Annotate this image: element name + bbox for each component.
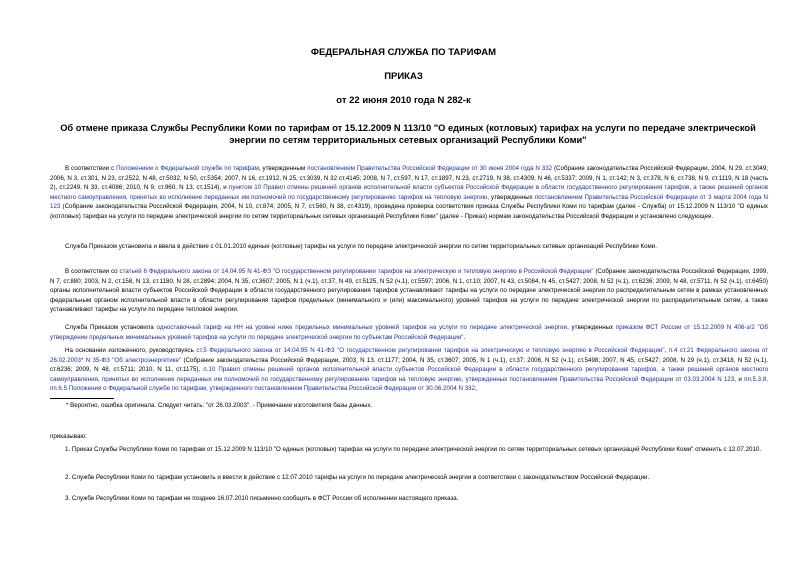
order-item-2: 2. Службе Республики Коми по тарифам установить и ввести в действие с 12.07.2010 тарифы на услуги по передаче электрической энергии в соответствии с законодательством Российской Федерации. — [65, 474, 650, 481]
paragraph-1: В соответствии с Положением о Федеральной службе по тарифам, утвержденным постановлением Правительства Российской Федерации от 30 июня 2004 года N 332 (Собрание законодательства Российской Федерации, 2004, N 29, ст.3049; 2006, N 3, ст.301, N 23, ст.2522, N 48, ст.5032, N 50, ст.5354; 2007, N 16, ст.1912, N 25, ст.3039, N 32 ст.4145; 2008, N 7, ст.597, N 17, ст.1897, N 23, ст.2719, N 38, ст.4309, N 46, ст.5337; 2009, N 1, ст.142; N 3, ст.378, N 6, ст.738, N 9, ст.1119, N 18 (часть 2), ст.2249, N 33, ст.4086; 2010, N 9, ст.960, N 13, ст.1514), и пунктом 10 Правил отмены решений органов исполнительной власти субъектов Российской Федерации в области государственного регулирования тарифов, а также решений органов местного самоуправления, принятых во исполнение переданных им полномочий по государственному регулированию тарифов на тепловую энергию, утвержденных постановлением Правительства Российской Федерации от 3 марта 2004 года N 123 (Собрание законодательства Российской Федерации, 2004, N 10, ст.874; 2005, N 7, ст.560, N 38, ст.4319), проведена проверка соответствия приказа Службы Республики Коми по тарифам (далее - Служба) от 15.12.2009 N 113/10 "О единых (котловых) тарифах на услуги по передаче электрической энергии по сетям территориальных сетевых организаций Республики Коми" (далее - Приказ) нормам законодательства Российской Федерации и установлено следующее. — [50, 165, 769, 220]
doc-type-heading: ПРИКАЗ — [384, 71, 423, 82]
paragraph-4: Служба Приказом установила одноставочный тариф на НН на уровне ниже предельных минимальных уровней тарифов на услуги по передаче электрической энергии, утвержденных приказом ФСТ России от 15.12.2009 N 406-э/2 "Об утверждении предельных минимальных уровней тарифов на услуги по передаче электрической энергии по субъектам Российской Федерации". — [50, 324, 769, 341]
link-government-decree-332[interactable]: постановлением Правительства Российской Федерации от 30 июня 2004 года N 332 — [307, 165, 553, 172]
agency-heading: ФЕДЕРАЛЬНАЯ СЛУЖБА ПО ТАРИФАМ — [310, 47, 497, 58]
footnote: * Вероятно, ошибка оригинала. Следует читать: "от 26.03.2003". - Примечание изготовителя базы данных. — [66, 402, 373, 409]
paragraph-5: На основании изложенного, руководствуясь ст.5 Федерального закона от 14.04.95 N 41-ФЗ "О государственном регулировании тарифов на электрическую и тепловую энергию в Российской Федерации", п.4 ст.21 Федерального закона от 26.02.2003* N 35-ФЗ "Об электроэнергетике" (Собрание законодательства Российской Федерации, 2003, N 13, ст.1177; 2004, N 35, ст.3607; 2005, N 1 (ч.1), ст.37; 2006, N 52 (ч.1), ст.5498; 2007, N 45, ст.5427; 2008, N 29 (ч.1), ст.3418, N 52 (ч.1), ст.6236; 2009, N 48, ст.5711; 2010, N 11, ст.1175), п.10 Правил отмены решений органов исполнительной власти субъектов Российской Федерации в области государственного регулирования тарифов, а также решений органов местного самоуправления, принятых во исполнение переданных им полномочий по государственному регулированию тарифов на тепловую энергию, утвержденных постановлением Правительства Российской Федерации от 03.03.2004 N 123, и пп.5.3.8, пп.6.5 Положения о Федеральной службе по тарифам, утвержденного постановлением Правительства Российской Федерации от 30.06.2004 N 332, — [50, 347, 769, 393]
link-single-rate-tariff[interactable]: одноставочный тариф на НН на уровне ниже предельных минимальных уровней тарифов на услуги по передаче электрической энергии — [156, 324, 568, 331]
link-federal-law-41fz-art5[interactable]: ст.5 Федерального закона от 14.04.95 N 41-ФЗ "О государственном регулировании тарифов на электрическую и тепловую энергию в Российской Федерации" — [196, 347, 665, 354]
order-word: приказываю: — [50, 433, 87, 440]
order-item-1: 1. Приказ Службы Республики Коми по тарифам от 15.12.2009 N 113/10 "О единых (котловых) тарифах на услуги по передаче электрической энергии по сетям территориальных сетевых организаций Республики Коми" отменить с 12.07.2010. — [65, 446, 762, 453]
link-government-decree-123[interactable]: постановлением Правительства Российской Федерации от 3 марта 2004 года N 123 — [50, 193, 768, 211]
link-federal-law-41fz-art6[interactable]: статьей 6 Федерального закона от 14.04.95 N 41-ФЗ "О государственном регулировании тарифов на электрическую и тепловую энергию в Российской Федерации" — [119, 268, 594, 275]
date-line: от 22 июня 2010 года N 282-к — [336, 95, 471, 106]
link-fst-regulation-points[interactable]: пп.5.3.8, пп.6.5 Положения о Федеральной службе по тарифам, утвержденного постановлением Правительства Российской Федерации от 30.06.2004 N 332 — [50, 375, 768, 393]
footnote-divider — [50, 398, 114, 399]
paragraph-2: Служба Приказом установила и ввела в действие с 01.01.2010 единые (котловые) тарифы на услуги по передаче электрической энергии по сетям территориальных сетевых организаций Республики Коми. — [65, 243, 657, 250]
order-item-3: 3. Службе Республики Коми по тарифам не позднее 16.07.2010 письменно сообщить в ФСТ России об исполнении настоящего приказа. — [65, 495, 459, 502]
link-fst-order-406[interactable]: приказом ФСТ России от 15.12.2009 N 406-э/2 "Об утверждении предельных минимальных уровней тарифов на услуги по передаче электрической энергии по субъектам Российской Федерации" — [50, 324, 769, 341]
link-rules-point-10[interactable]: пунктом 10 Правил отмены решений органов исполнительной власти субъектов Российской Федерации в области государственного регулирования тарифов, а также решений органов местного самоуправления, принятых во исполнение переданных им полномочий по государственному регулированию тарифов на тепловую энергию — [50, 184, 769, 201]
paragraph-3: В соответствии со статьей 6 Федерального закона от 14.04.95 N 41-ФЗ "О государственном регулировании тарифов на электрическую и тепловую энергию в Российской Федерации" (Собрание законодательства Российской Федерации, 1999, N 7, ст.880; 2003, N 2, ст.158, N 13, ст.1180, N 28, ст.2894; 2004, N 35, ст.3607; 2005, N 1 (ч.1), ст.37, N 49, ст.5125, N 52 (ч.1), ст.5597; 2006, N 1, ст.10; 2007, N 43, ст.5084, N 45, ст.5427; 2008, N 52 (ч.1), ст.6236; 2009, N 48, ст.5711, N 52 (ч.1), ст.6450) органы исполнительной власти субъектов Российской Федерации в области государственного регулирования тарифов устанавливают тарифы на услуги по передаче электрической энергии по распределительным сетям в рамках установленных федеральным органом исполнительной власти в области регулирования тарифов предельных (минимального и (или) максимального) уровней тарифов на услуги по передаче электрической энергии по распределительным сетям, а также устанавливают тарифы на услуги по передаче тепловой энергии. — [50, 268, 768, 314]
link-fst-regulation[interactable]: Положением о Федеральной службе по тарифам — [116, 165, 259, 172]
link-rules-point-10-b[interactable]: п.10 Правил отмены решений органов исполнительной власти субъектов Российской Федерации в области государственного регулирования тарифов, а также решений органов местного самоуправления, принятых во исполнение переданных им полномочий по государственному регулированию тарифов на тепловую энергию, утвержденных постановлением Правительства Российской Федерации от 03.03.2004 N 123 — [50, 366, 769, 383]
document-title: Об отмене приказа Службы Республики Коми по тарифам от 15.12.2009 N 113/10 "О единых (котловых) тарифах на услуги по передаче электрической энергии по сетям территориальных сетевых организаций Республики Коми" — [60, 123, 756, 145]
link-federal-law-35fz[interactable]: п.4 ст.21 Федерального закона от 26.02.2003* N 35-ФЗ "Об электроэнергетике" — [50, 347, 768, 364]
